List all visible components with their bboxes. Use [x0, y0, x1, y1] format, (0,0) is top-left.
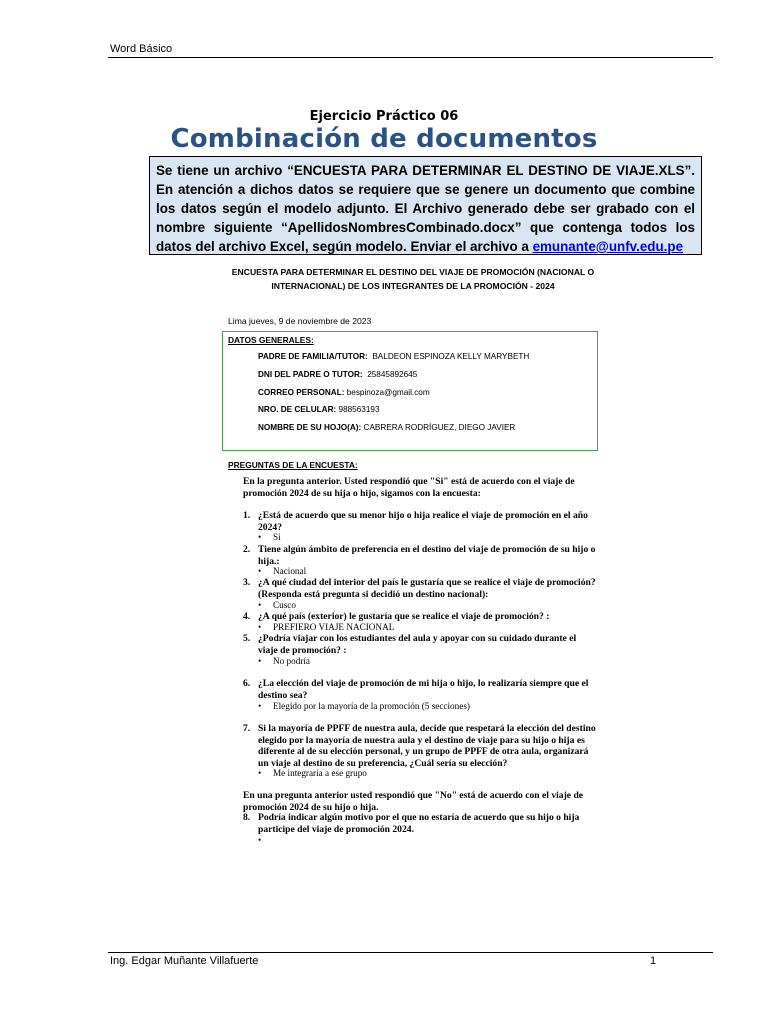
footer-rule [108, 952, 713, 953]
exercise-subtitle: Ejercicio Práctico 06 [309, 109, 459, 124]
answer-item: • Cusco [258, 600, 296, 610]
questions-title: PREGUNTAS DE LA ENCUESTA: [228, 460, 358, 470]
survey-title [228, 266, 598, 293]
page-header: Word Básico [110, 43, 173, 55]
email-link[interactable]: emunante@unfv.edu.pe [532, 239, 684, 254]
answer-item: • PREFIERO VIAJE NACIONAL [258, 622, 395, 632]
general-data-row: CORREO PERSONAL: bespinoza@gmail.com [258, 388, 430, 397]
question-item: 2. Tiene algún ámbito de preferencia en el destino del viaje de promoción de su hijo o hija.: [243, 544, 596, 567]
survey-date: Lima jueves, 9 de noviembre de 2023 [228, 316, 372, 326]
general-data-row: PADRE DE FAMILIA/TUTOR: BALDEON ESPINOZA KELLY MARYBETH [258, 352, 530, 361]
instructions-text: Se tiene un archivo “ENCUESTA PARA DETERMINAR EL DESTINO DE VIAJE.XLS”. En atención a dichos datos se requiere que se genere un documento que combine los datos según el modelo adjunto. El Archivo generado debe ser grabado con el nombre siguiente “ApellidosNombresCombinado.docx” que contenga todos los datos del archivo Excel, según modelo. Enviar el archivo a [156, 163, 695, 254]
header-rule [108, 57, 713, 58]
answer-item: • Me integraría a ese grupo [258, 768, 367, 778]
general-data-row: DNI DEL PADRE O TUTOR: 25845892645 [258, 370, 418, 379]
answer-item: • Elegido por la mayoría de la promoción (5 secciones) [258, 701, 470, 711]
instructions-box [149, 156, 702, 255]
question-item: 7. Si la mayoría de PPFF de nuestra aula, decide que respetará la elección del destino elegido por la mayoría de nuestra aula y el destino de viaje para su hijo o hija es diferente al de su elección personal, y un grupo de PPFF de otra aula, organizará un viaje al destino de su preferencia, ¿Cuál sería su elección? [243, 723, 596, 769]
question-item: 1. ¿Está de acuerdo que su menor hijo o hija realice el viaje de promoción en el año 2024? [243, 510, 588, 533]
question-item: 3. ¿A qué ciudad del interior del país le gustaría que se realice el viaje de promoción? (Responda está pregunta si decidió un destino nacional): [243, 577, 596, 600]
general-data-title: DATOS GENERALES: [228, 335, 314, 345]
survey-title-line2: INTERNACIONAL) DE LOS INTEGRANTES DE LA PROMOCIÓN - 2024 [271, 280, 555, 291]
question-item: 5. ¿Podría viajar con los estudiantes del aula y apoyar con su cuidado durante el viaje de promoción? : [243, 633, 577, 656]
general-data-row: NOMBRE DE SU HOJO(A): CABRERA RODRÍGUEZ, DIEGO JAVIER [258, 423, 516, 432]
page-title: Combinación de documentos [170, 124, 598, 154]
intro-yes-paragraph: En la pregunta anterior. Usted respondió que "Si" está de acuerdo con el viaje de promoción 2024 de su hija o hijo, sigamos con la encuesta: [243, 476, 575, 499]
page-number: 1 [650, 955, 657, 967]
answer-item: • [258, 835, 262, 845]
survey-title-line1: ENCUESTA PARA DETERMINAR EL DESTINO DEL VIAJE DE PROMOCIÓN (NACIONAL O [231, 267, 595, 277]
question-item: 8. Podría indicar algún motivo por el que no estaría de acuerdo que su hijo o hija participe del viaje de promoción 2024. [243, 812, 580, 835]
answer-item: • Nacional [258, 566, 307, 576]
question-item: 4. ¿A qué país (exterior) le gustaría que se realice el viaje de promoción? : [243, 611, 550, 622]
footer-author: Ing. Edgar Muñante Villafuerte [110, 955, 259, 967]
general-data-row: NRO. DE CELULAR: 988563193 [258, 405, 380, 414]
intro-no-paragraph: En una pregunta anterior usted respondió que "No" está de acuerdo con el viaje de promoción 2024 de su hijo o hija. [243, 790, 584, 813]
answer-item: • Si [258, 532, 281, 542]
question-item: 6. ¿La elección del viaje de promoción de mi hija o hijo, lo realizaría siempre que el destino sea? [243, 678, 589, 701]
answer-item: • No podría [258, 656, 310, 666]
